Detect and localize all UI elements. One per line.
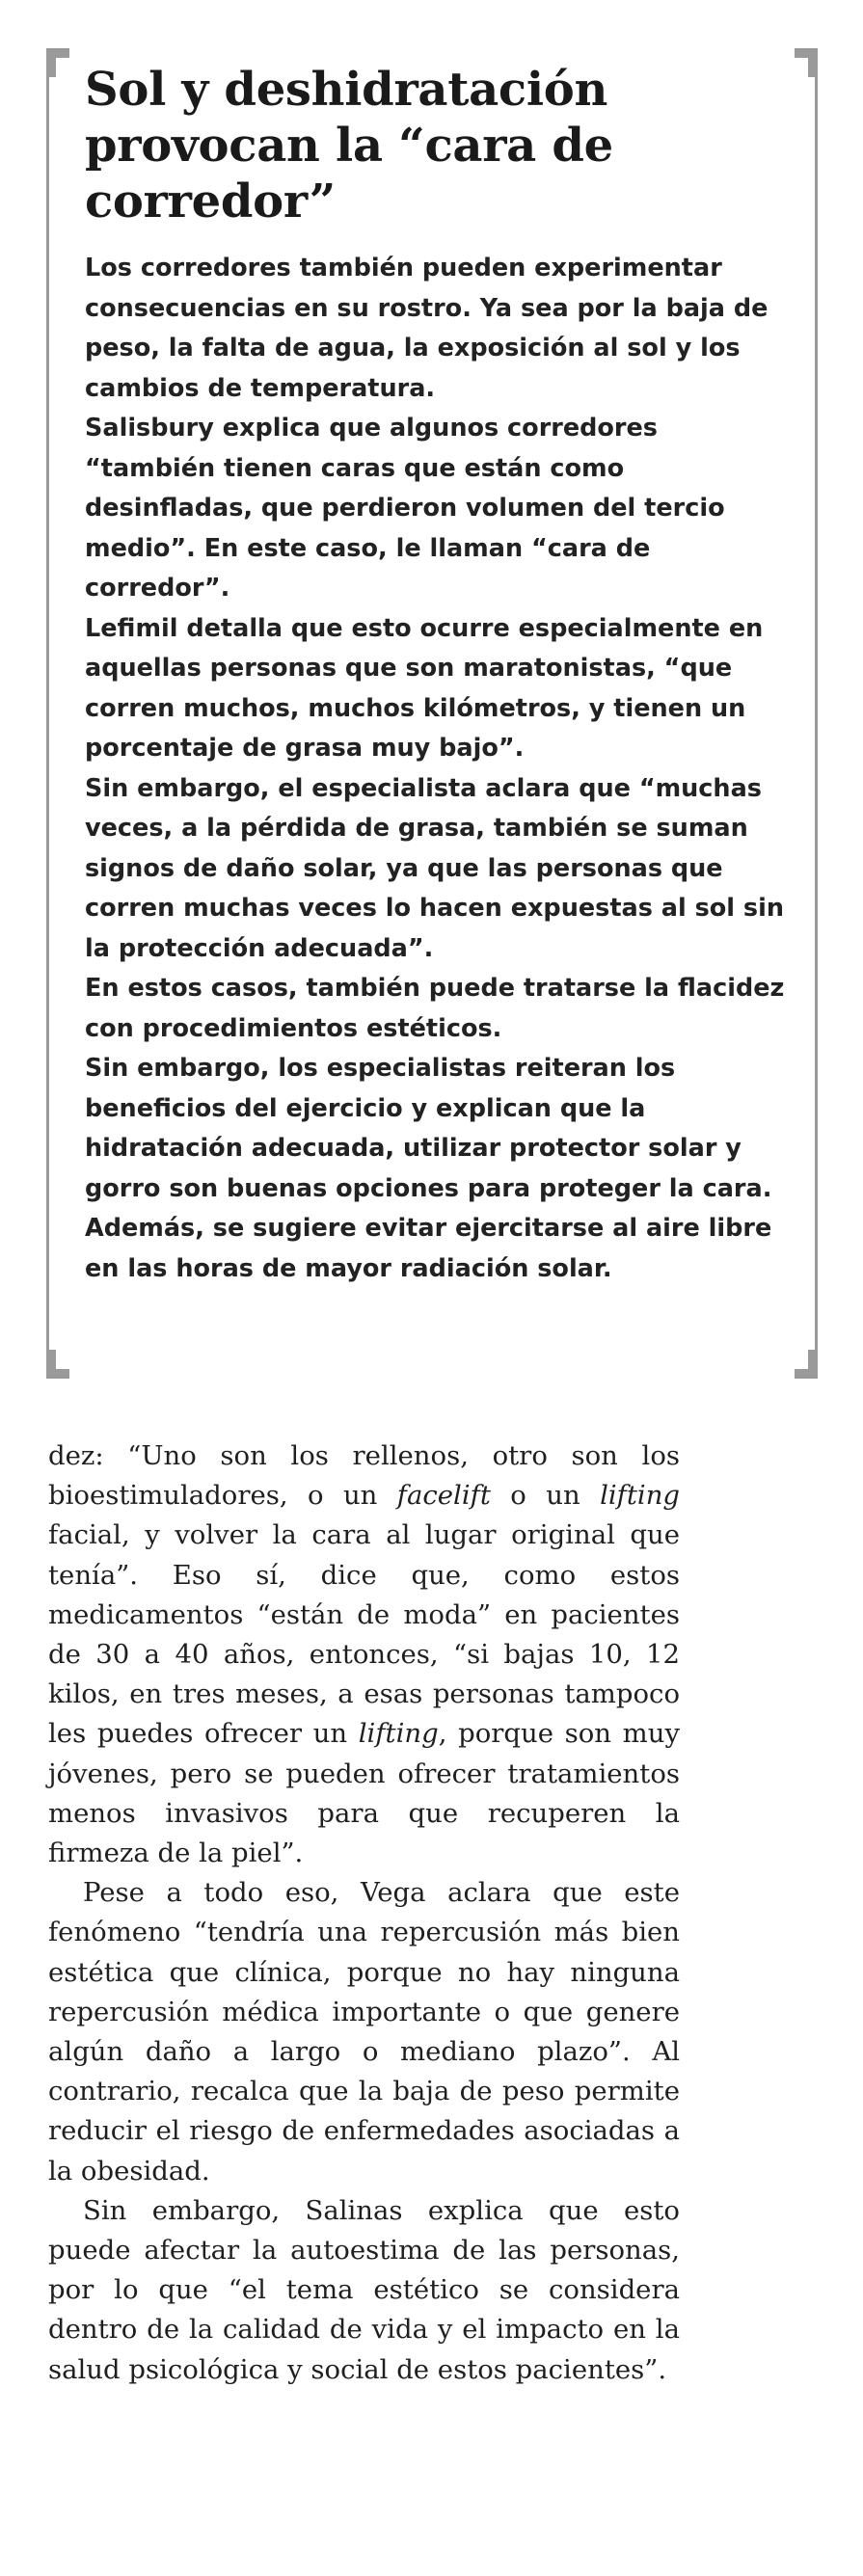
text-run: o un <box>490 1480 601 1512</box>
corner-bracket-top-left-vertical <box>46 48 56 77</box>
text-run: facial, y volver la cara al lugar original que tenía”. Eso sí, dice que, como estos medicamentos “están de moda” en pacientes de 30 a 40 años, entonces, “si bajas 10, 12 kilos, en tres meses, a esas personas tampoco les puedes ofrecer un <box>48 1519 680 1750</box>
text-run: , porque son muy jóvenes, pero se pueden ofrecer tratamientos menos invasivos para que recuperen la firmeza de la piel”. <box>48 1718 680 1869</box>
sidebar-paragraph: Lefimil detalla que esto ocurre especialmente en aquellas personas que son maratonistas, “que corren muchos, muchos kilómetros, y tienen un porcentaje de grasa muy bajo”. <box>85 613 764 763</box>
sidebar-paragraph: Sin embargo, los especialistas reiteran los beneficios del ejercicio y explican que la hidratación adecuada, utilizar protector solar y gorro son buenas opciones para proteger la cara. Además, se sugiere evitar ejercitarse al aire libre en las horas de mayor radiación solar. <box>85 1054 772 1283</box>
corner-bracket-bottom-left-vertical <box>46 1350 56 1379</box>
italic-term: lifting <box>600 1480 681 1512</box>
corner-bracket-bottom-right-vertical <box>808 1350 818 1379</box>
sidebar-headline: Sol y deshidratación provocan la “cara de corredor” <box>85 63 613 228</box>
text-run: dez: “Uno son los rellenos, otro son los bioestimuladores, o un <box>48 1440 680 1512</box>
sidebar-paragraph: Salisbury explica que algunos corredores “también tienen caras que están como desinfladas, que perdieron volumen del tercio medio”. En este caso, le llaman “cara de corredor”. <box>85 414 725 603</box>
article-paragraph-2: Pese a todo eso, Vega aclara que este fenómeno “tendría una repercusión más bien estética que clínica, porque no hay ninguna repercusión médica importante o que genere algún daño a largo o mediano plazo”. Al contrario, recalca que la baja de peso permite reducir el riesgo de enfermedades asociadas a la obesidad. <box>48 1877 680 2187</box>
sidebar-paragraph: Sin embargo, el especialista aclara que “muchas veces, a la pérdida de grasa, también se suman signos de daño solar, ya que las personas que corren muchas veces lo hacen expuestas al sol sin la protección adecuada”. <box>85 773 784 963</box>
sidebar-paragraph: En estos casos, también puede tratarse la flacidez con procedimientos estéticos. <box>85 974 785 1043</box>
article-column <box>48 1436 680 2390</box>
sidebar-left-rule <box>46 48 49 1379</box>
sidebar-paragraph: Los corredores también pueden experimentar consecuencias en su rostro. Ya sea por la baja de peso, la falta de agua, la exposición al sol y los cambios de temperatura. <box>85 254 769 403</box>
article-paragraph-1 <box>48 1436 680 1873</box>
corner-bracket-top-right-vertical <box>808 48 818 77</box>
sidebar-right-rule <box>815 48 818 1379</box>
italic-term: lifting <box>358 1718 439 1750</box>
sidebar-content <box>85 62 789 1289</box>
sidebar-text <box>85 249 789 1289</box>
article-paragraph-3: Sin embargo, Salinas explica que esto puede afectar la autoestima de las personas, por lo que “el tema estético se considera dentro de la calidad de vida y el impacto en la salud psicológica y social de estos pacientes”. <box>48 2194 680 2385</box>
sidebar-box <box>46 48 818 1379</box>
italic-term: facelift <box>396 1480 491 1512</box>
